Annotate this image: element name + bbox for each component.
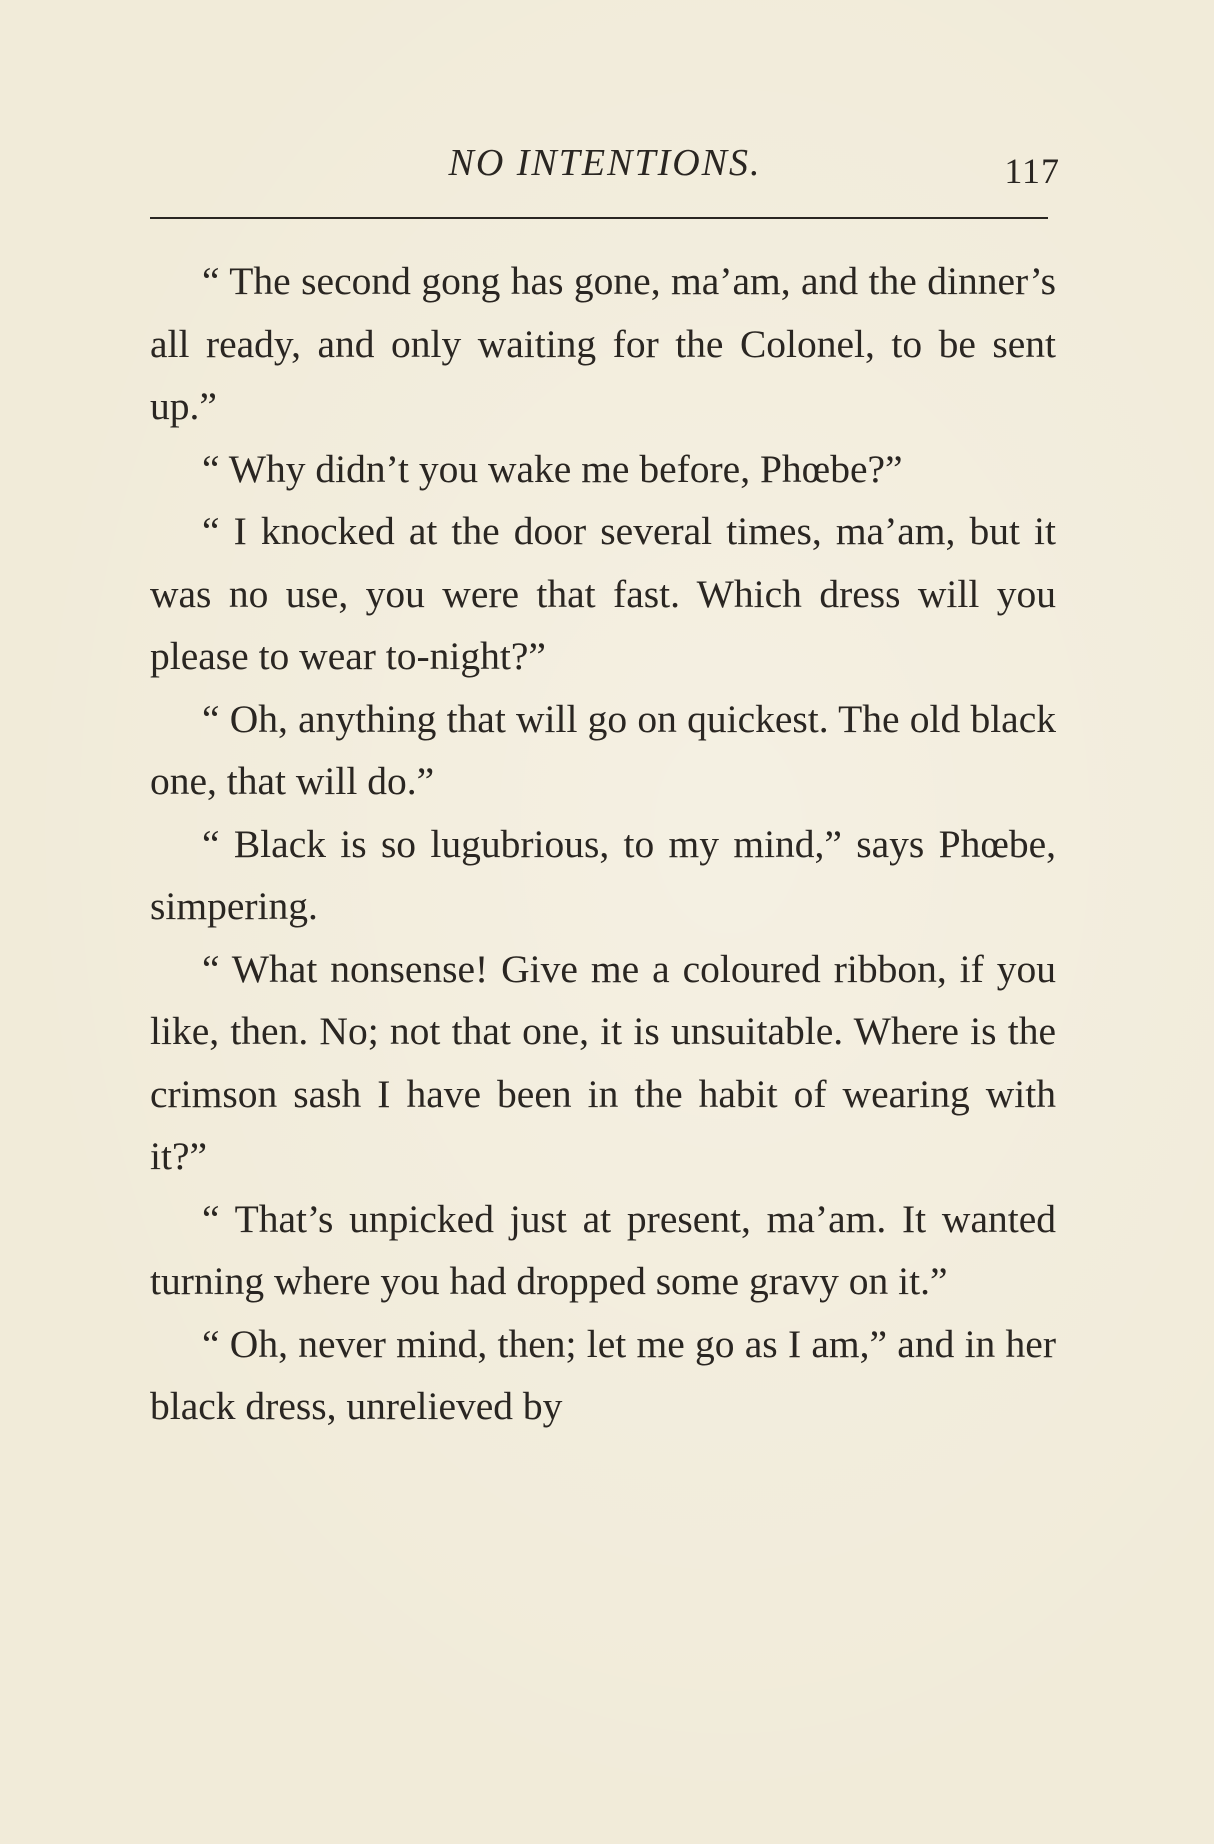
paragraph: “ Oh, never mind, then; let me go as I am,” and in her black dress, unrelieved by — [150, 1321, 1056, 1428]
paragraph: “ What nonsense! Give me a coloured ribbon, if you like, then. No; not that one, it is unsuitable. Where is the crimson sash I have been in the habit of wearing with it?” — [150, 946, 1056, 1178]
paragraph: “ Why didn’t you wake me before, Phœbe?” — [202, 446, 903, 491]
paragraph: “ Oh, anything that will go on quickest. The old black one, that will do.” — [150, 696, 1056, 803]
running-head — [150, 138, 1060, 191]
paragraph: “ Black is so lugubrious, to my mind,” says Phœbe, simpering. — [150, 821, 1056, 928]
paragraph: “ That’s unpicked just at present, ma’am. It wanted turning where you had dropped some gravy on it.” — [150, 1196, 1056, 1303]
body-text — [150, 250, 1056, 1438]
paragraph: “ The second gong has gone, ma’am, and the dinner’s all ready, and only waiting for the Colonel, to be sent up.” — [150, 259, 1056, 428]
chapter-title: NO INTENTIONS. — [448, 142, 762, 184]
page-number: 117 — [1004, 151, 1060, 191]
header-rule — [150, 217, 1048, 219]
paragraph: “ I knocked at the door several times, ma’am, but it was no use, you were that fast. Which dress will you please to wear to-night?” — [150, 509, 1056, 678]
